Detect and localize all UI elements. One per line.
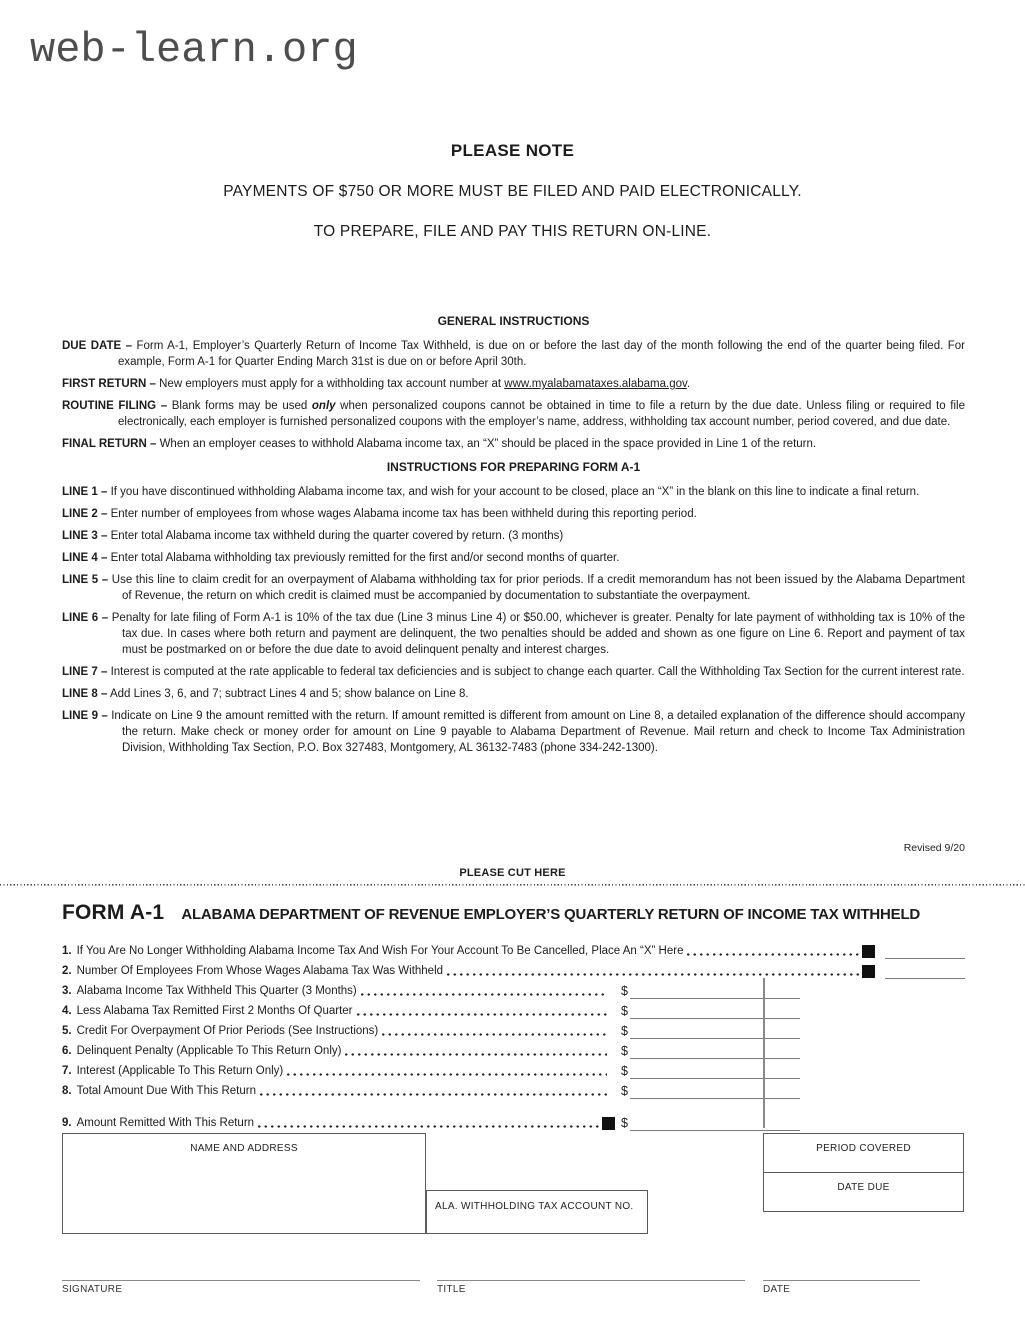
line-instruction-5: LINE 5 – Use this line to claim credit for an overpayment of Alabama withholding tax for prior periods. If a credit memorandum has not been issued by the Alabama Department of Revenue, the return on which credit is claimed must be accompanied by documentation to substantiate the overpayment. <box>62 574 965 602</box>
form-line-1: 1. If You Are No Longer Withholding Alabama Income Tax And Wish For Your Account To Be Cancelled, Place An “X” Here <box>62 941 965 961</box>
instruction-routine-filing: ROUTINE FILING – Blank forms may be used only when personalized coupons cannot be obtained in time to file a return by the due date. Unless filing or required to file electronically, each employer is furnished personalized coupons with the employer’s name, address, withholding tax account number, period covered, and due date. <box>62 400 965 428</box>
form-line-8: 8. Total Amount Due With This Return $ <box>62 1081 965 1101</box>
notice-line-1: PAYMENTS OF $750 OR MORE MUST BE FILED AND PAID ELECTRONICALLY. <box>223 183 802 200</box>
instruction-final-return: FINAL RETURN – When an employer ceases to withhold Alabama income tax, an “X” should be placed in the space provided in Line 1 of the return. <box>62 438 817 450</box>
line-instruction-7: LINE 7 – Interest is computed at the rate applicable to federal tax deficiencies and is subject to change each quarter. Call the Withholding Tax Section for the current interest rate. <box>62 666 965 678</box>
line6-amount-blank[interactable] <box>630 1057 800 1059</box>
period-covered-label: PERIOD COVERED <box>816 1143 911 1154</box>
dotted-leader <box>258 1081 607 1101</box>
checkbox-mark-icon <box>862 945 875 958</box>
dollar-sign: $ <box>621 1044 628 1058</box>
period-covered-date-due-box <box>763 1133 964 1212</box>
dotted-leader <box>343 1041 607 1061</box>
dotted-leader <box>355 1001 608 1021</box>
title-line[interactable] <box>437 1279 745 1281</box>
line8-amount-blank[interactable] <box>630 1097 800 1099</box>
line-instruction-1: LINE 1 – If you have discontinued withholding Alabama income tax, and wish for your account to be closed, place an “X” in the blank on this line to indicate a final return. <box>62 486 920 498</box>
dotted-leader <box>685 941 860 961</box>
signature-line[interactable] <box>62 1279 420 1281</box>
myalabamataxes-link[interactable]: www.myalabamataxes.alabama.gov <box>504 378 687 390</box>
cut-here-dotted-line <box>0 884 1025 886</box>
dollar-sign: $ <box>621 1064 628 1078</box>
line-instruction-6: LINE 6 – Penalty for late filing of Form A-1 is 10% of the tax due (Line 3 minus Line 4) or $50.00, whichever is greater. Penalty for late payment of withholding tax is 10% of the tax due. In cases where both return and payment are delinquent, the two penalties should be added and shown as one figure on Line 6. Report and payment of tax must be postmarked on or before the due date to avoid delinquent penalty and interest charges. <box>62 612 965 656</box>
dollar-sign: $ <box>621 1004 628 1018</box>
notice-title: PLEASE NOTE <box>450 141 575 160</box>
withholding-tax-account-no-label: ALA. WITHHOLDING TAX ACCOUNT NO. <box>435 1201 634 1212</box>
signature-label: SIGNATURE <box>62 1284 123 1295</box>
date-due-label: DATE DUE <box>837 1182 890 1193</box>
line9-amount-blank[interactable] <box>630 1129 800 1131</box>
line2-entry-blank[interactable] <box>885 977 965 979</box>
notice-line-2: TO PREPARE, FILE AND PAY THIS RETURN ON-LINE. <box>313 223 712 240</box>
dotted-leader <box>285 1061 607 1081</box>
form-line-6: 6. Delinquent Penalty (Applicable To This Return Only) $ <box>62 1041 965 1061</box>
dollar-sign: $ <box>621 984 628 998</box>
revision-note: Revised 9/20 <box>903 842 965 854</box>
line4-amount-blank[interactable] <box>630 1017 800 1019</box>
instruction-due-date: DUE DATE – Form A-1, Employer’s Quarterly Return of Income Tax Withheld, is due on or before the last day of the month following the end of the quarter being filed. For example, Form A-1 for Quarter Ending March 31st is due on or before April 30th. <box>62 340 965 368</box>
line5-amount-blank[interactable] <box>630 1037 800 1039</box>
line7-amount-blank[interactable] <box>630 1077 800 1079</box>
line-instruction-9: LINE 9 – Indicate on Line 9 the amount remitted with the return. If amount remitted is different from amount on Line 8, a detailed explanation of the difference should accompany the return. Make check or money order for amount on Line 9 payable to Alabama Department of Revenue. Mail return and check to Income Tax Administration Division, Withholding Tax Section, P.O. Box 327483, Montgomery, AL 36132-7483 (phone 334-242-1300). <box>62 710 966 754</box>
preparing-instructions-heading: INSTRUCTIONS FOR PREPARING FORM A-1 <box>386 460 641 474</box>
line-instruction-3: LINE 3 – Enter total Alabama income tax withheld during the quarter covered by return. (3 months) <box>62 530 564 542</box>
date-line[interactable] <box>763 1279 920 1281</box>
dollar-sign: $ <box>621 1024 628 1038</box>
form-header <box>62 901 965 925</box>
site-logo: web-learn.org <box>30 26 358 74</box>
cut-here-label: PLEASE CUT HERE <box>459 867 566 879</box>
instructions-section <box>62 313 965 762</box>
withholding-tax-account-no-box[interactable] <box>426 1190 648 1234</box>
general-instructions-heading: GENERAL INSTRUCTIONS <box>437 314 590 328</box>
instruction-first-return: FIRST RETURN – New employers must apply for a withholding tax account number at www.myalabamataxes.alabama.gov. <box>62 378 691 390</box>
line-instruction-4: LINE 4 – Enter total Alabama withholding tax previously remitted for the first and/or second months of quarter. <box>62 552 620 564</box>
name-and-address-box[interactable] <box>62 1133 426 1234</box>
line-instruction-2: LINE 2 – Enter number of employees from whose wages Alabama income tax has been withheld during this reporting period. <box>62 508 697 520</box>
dotted-leader <box>380 1021 607 1041</box>
line1-x-entry-blank[interactable] <box>885 957 965 959</box>
date-label: DATE <box>763 1284 791 1295</box>
line-instruction-8: LINE 8 – Add Lines 3, 6, and 7; subtract Lines 4 and 5; show balance on Line 8. <box>62 688 469 700</box>
form-line-2: 2. Number Of Employees From Whose Wages Alabama Tax Was Withheld <box>62 961 965 981</box>
checkbox-mark-icon <box>602 1117 615 1130</box>
form-line-5: 5. Credit For Overpayment Of Prior Periods (See Instructions) $ <box>62 1021 965 1041</box>
form-line-7: 7. Interest (Applicable To This Return Only) $ <box>62 1061 965 1081</box>
form-line-9: 9. Amount Remitted With This Return $ <box>62 1111 965 1133</box>
form-id: FORM A-1 <box>62 901 165 924</box>
form-line-4: 4. Less Alabama Tax Remitted First 2 Months Of Quarter $ <box>62 1001 965 1021</box>
form-line-3: 3. Alabama Income Tax Withheld This Quarter (3 Months) $ <box>62 981 965 1001</box>
checkbox-mark-icon <box>862 965 875 978</box>
dollar-sign: $ <box>621 1116 628 1130</box>
line3-amount-blank[interactable] <box>630 997 800 999</box>
emphasis-only: only <box>311 400 336 412</box>
date-due-cell[interactable] <box>764 1173 963 1211</box>
title-label: TITLE <box>437 1284 466 1295</box>
amount-column-divider <box>763 978 765 1128</box>
dotted-leader <box>256 1111 600 1133</box>
form-title: ALABAMA DEPARTMENT OF REVENUE EMPLOYER’S QUARTERLY RETURN OF INCOME TAX WITHHELD <box>181 906 921 923</box>
dotted-leader <box>359 981 607 1001</box>
dollar-sign: $ <box>621 1084 628 1098</box>
period-covered-cell[interactable] <box>764 1134 963 1173</box>
dotted-leader <box>445 961 860 981</box>
name-and-address-label: NAME AND ADDRESS <box>190 1143 298 1154</box>
